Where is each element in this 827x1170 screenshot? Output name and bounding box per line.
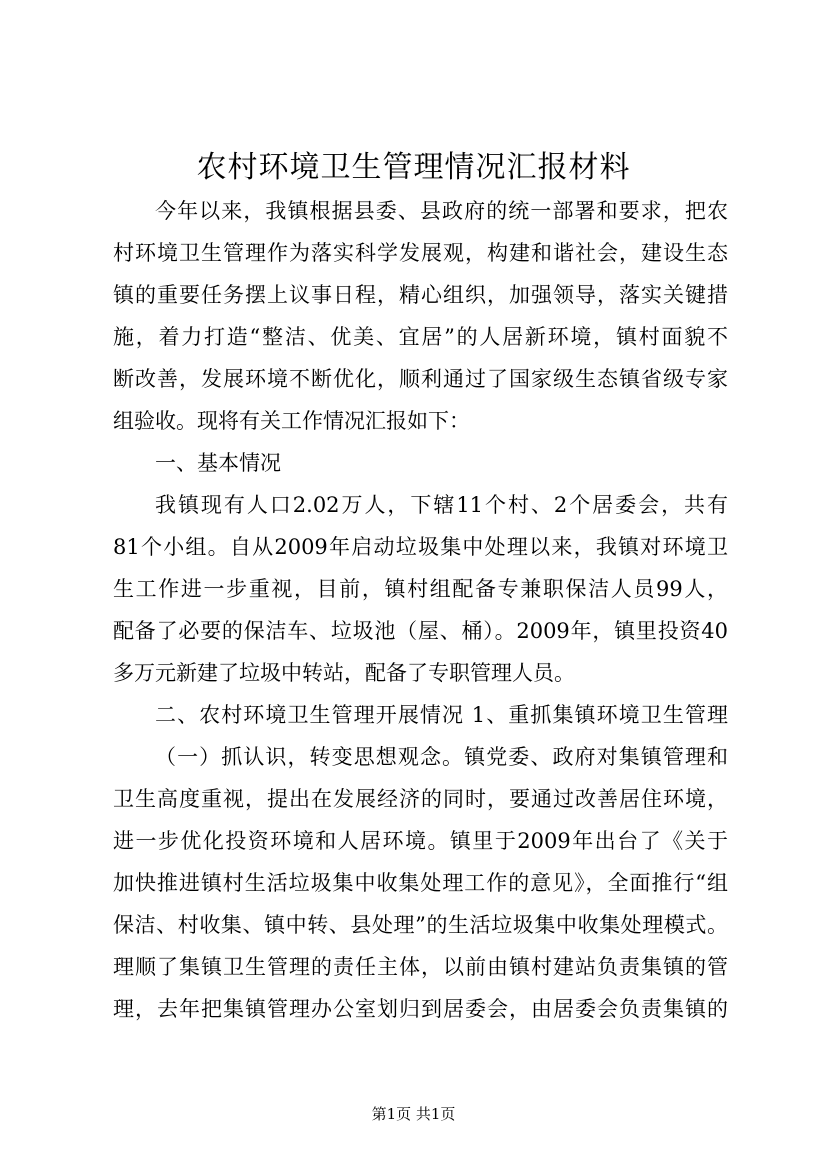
paragraph-line: 81个小组。自从2009年启动垃圾集中处理以来，我镇对环境卫 [113,535,728,559]
paragraph-line: 组验收。现将有关工作情况汇报如下： [113,409,470,433]
paragraph-line: 我镇现有人口2.02万人，下辖11个村、2个居委会，共有 [155,493,728,517]
document-title: 农村环境卫生管理情况汇报材料 [196,150,631,185]
paragraph-line: 今年以来，我镇根据县委、县政府的统一部署和要求，把农 [155,199,728,223]
paragraph-line: 镇的重要任务摆上议事日程，精心组织，加强领导，落实关键措 [113,283,728,307]
paragraph-line: 配备了必要的保洁车、垃圾池（屋、桶）。2009年，镇里投资40 [113,619,728,643]
paragraph-line: 进一步优化投资环境和人居环境。镇里于2009年出台了《关于 [113,829,728,853]
paragraph-line: 生工作进一步重视，目前，镇村组配备专兼职保洁人员99人， [113,577,728,601]
paragraph-line: 多万元新建了垃圾中转站，配备了专职管理人员。 [113,661,575,685]
paragraph-line: 村环境卫生管理作为落实科学发展观，构建和谐社会，建设生态 [113,241,728,265]
paragraph-line: 理顺了集镇卫生管理的责任主体，以前由镇村建站负责集镇的管 [113,955,728,979]
paragraph-line: 施，着力打造“整洁、优美、宜居”的人居新环境，镇村面貌不 [113,325,728,349]
page-footer: 第1页 共1页 [371,1105,456,1123]
paragraph-line: （一）抓认识，转变思想观念。镇党委、政府对集镇管理和 [155,745,728,769]
paragraph-line: 加快推进镇村生活垃圾集中收集处理工作的意见》，全面推行“组 [113,871,728,895]
section-heading: 二、农村环境卫生管理开展情况 1、重抓集镇环境卫生管理 [155,703,728,727]
paragraph-line: 断改善，发展环境不断优化，顺利通过了国家级生态镇省级专家 [113,367,728,391]
paragraph-line: 理，去年把集镇管理办公室划归到居委会，由居委会负责集镇的 [113,997,728,1021]
paragraph-line: 卫生高度重视，提出在发展经济的同时，要通过改善居住环境， [113,787,728,811]
section-heading: 一、基本情况 [155,451,281,475]
paragraph-line: 保洁、村收集、镇中转、县处理”的生活垃圾集中收集处理模式。 [113,913,728,937]
